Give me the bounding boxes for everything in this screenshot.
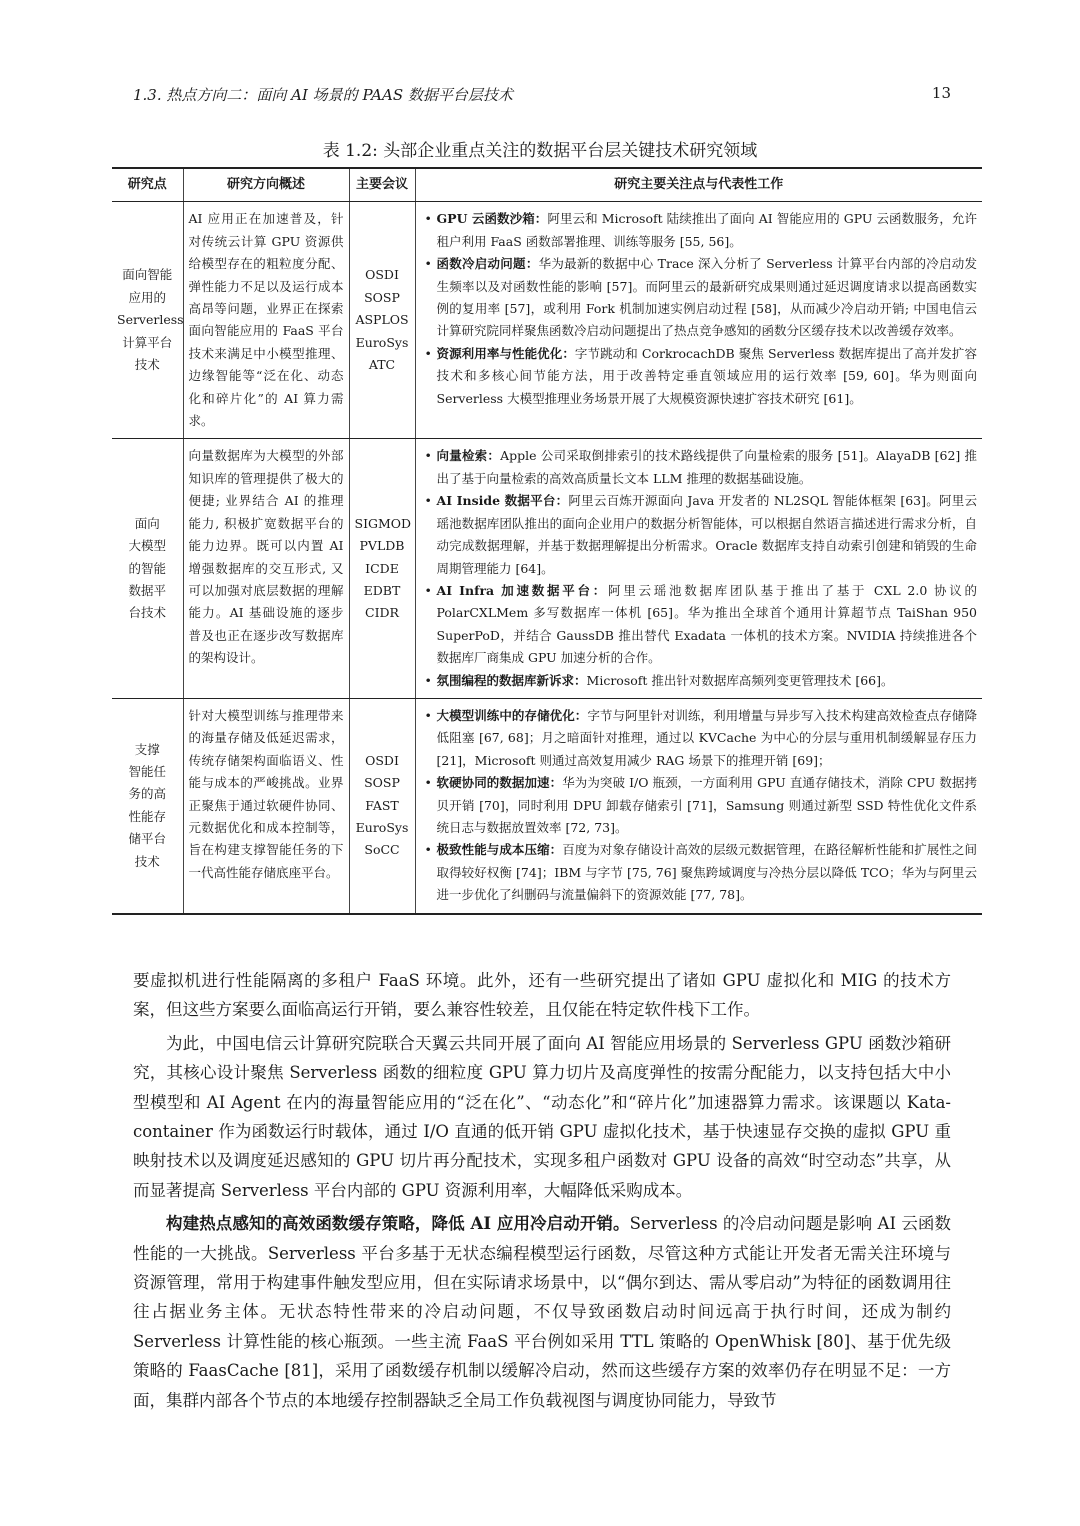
item-label: 向量检索：: [436, 448, 501, 464]
section-title: 1.3. 热点方向二：面向 AI 场景的 PAAS 数据平台层技术: [133, 86, 513, 104]
item-text: Microsoft 推出针对数据库高频列变更管理技术 [66]。: [586, 672, 894, 688]
paragraph-text: Serverless 的冷启动问题是影响 AI 云函数性能的一大挑战。Serverless 平台多基于无状态编程模型运行函数，尽管这种方式能让开发者无需关注环境与资源管理，常用于构建事件触发型应用，但在实际请求场景中，以“偶尔到达、需从零启动”为特征的函数调用往往占据业务主体。无状态特性带来的冷启动问题，不仅导致函数启动时间远高于执行时间，还成为制约 Serverless 计算性能的核心瓶颈。一些主流 FaaS 平台例如采用 TTL 策略的 OpenWhisk [80]、基于优先级策略的 FaasCache [81]，采用了函数缓存机制以缓解冷启动，然而这些缓存方案的效率仍存在明显不足：一方面，集群内部各个节点的本地缓存控制器缺乏全局工作负载视图与调度协同能力，导致节: [133, 1214, 952, 1410]
venues-text: SIGMOD PVLDB ICDE EDBT CIDR: [354, 515, 412, 621]
list-item: [437, 445, 978, 490]
body-text: [133, 966, 951, 1419]
item-label: 大模型训练中的存储优化：: [436, 707, 588, 723]
research-table: [112, 167, 982, 915]
page-number: 13: [931, 84, 951, 102]
topic-cell: [112, 439, 183, 698]
table-row: [112, 202, 982, 439]
table-header-row: [112, 168, 982, 202]
column-header: 主要会议: [349, 168, 415, 202]
list-item: [437, 705, 978, 772]
focus-cell: [415, 698, 982, 913]
focus-cell: [415, 202, 982, 439]
focus-cell: [415, 439, 982, 698]
item-text: 华为为突破 I/O 瓶颈，一方面利用 GPU 直通存储技术，消除 CPU 数据拷贝开销 [70]，同时利用 DPU 卸载存储索引 [71]，Samsung 则通过新型 SSD 特性优化文件系统日志与数据放置效率 [72, 73]。: [436, 775, 977, 835]
list-item: [437, 490, 978, 580]
list-item: [437, 772, 978, 839]
topic-text: 支撑 智能任 务的高 性能存 储平台 技术: [128, 741, 166, 869]
table-caption: 表 1.2: 头部企业重点关注的数据平台层关键技术研究领域: [322, 141, 758, 161]
item-text: 华为最新的数据中心 Trace 深入分析了 Serverless 计算平台内部的冷启动发生频率以及对函数性能的影响 [57]。而阿里云的最新研究成果则通过延迟调度请求以提高函数实例的复用率 [57]，或利用 Fork 机制加速实例启动过程 [58]，从而减少冷启动开销; 中国电信云计算研究院同样聚焦函数冷启动问题提出了热点竞争感知的函数分区缓存技术以改善缓存效率。: [436, 256, 977, 339]
item-text: Apple 公司采取倒排索引的技术路线提供了向量检索的服务 [51]。AlayaDB [62] 推出了基于向量检索的高效高质量长文本 LLM 推理的数据基础设施。: [436, 448, 977, 486]
list-item: [437, 253, 978, 343]
item-text: 阿里云百炼开源面向 Java 开发者的 NL2SQL 智能体框架 [63]。阿里云瑶池数据库团队推出的面向企业用户的数据分析智能体，可以根据自然语言描述进行需求分析，自动完成数据理解，并基于数据理解提出分析需求。Oracle 数据库支持自动索引创建和销毁的生命周期管理能力 [64]。: [436, 493, 977, 576]
paragraph: [133, 1209, 951, 1415]
list-item: [437, 670, 978, 692]
venues-cell: [349, 439, 415, 698]
item-label: AI Inside 数据平台：: [436, 493, 569, 509]
venues-text: OSDI SOSP FAST EuroSys SoCC: [355, 752, 409, 858]
item-text: 阿里云瑶池数据库团队基于推出了基于 CXL 2.0 协议的 PolarCXLMem 多写数据库一体机 [65]。华为推出全球首个通用计算超节点 TaiShan 950 SuperPoD，并结合 GaussDB 推出替代 Exadata 一体机的技术方案。NVIDIA 持续推进各个数据库厂商集成 GPU 加速分析的合作。: [436, 582, 977, 666]
paragraph: 要虚拟机进行性能隔离的多租户 FaaS 环境。此外，还有一些研究提出了诸如 GPU 虚拟化和 MIG 的技术方案，但这些方案要么面临高运行开销，要么兼容性较差，且仅能在特定软件栈下工作。: [133, 971, 951, 1020]
item-label: GPU 云函数沙箱：: [436, 211, 548, 227]
item-label: 氛围编程的数据库新诉求：: [436, 672, 587, 688]
venues-text: OSDI SOSP ASPLOS EuroSys ATC: [355, 267, 409, 373]
item-label: 软硬协同的数据加速：: [436, 775, 563, 791]
item-text: 字节与阿里针对训练，利用增量与异步写入技术构建高效检查点存储降低阻塞 [67, 68]；月之暗面针对推理，通过以 KVCache 为中心的分层与重用机制缓解显存压力 [21]，Microsoft 则通过高效复用减少 RAG 场景下的推理开销 [69]；: [436, 707, 977, 768]
list-item: [437, 343, 978, 410]
overview-cell: 针对大模型训练与推理带来的海量存储及低延迟需求，传统存储架构面临语义、性能与成本的严峻挑战。业界正聚焦于通过软硬件协同、元数据优化和成本控制等，旨在构建支撑智能任务的下一代高性能存储底座平台。: [183, 698, 349, 913]
venues-cell: [349, 202, 415, 439]
list-item: [437, 839, 978, 906]
item-text: 百度为对象存储设计高效的层级元数据管理，在路径解析性能和扩展性之间取得较好权衡 [74]；IBM 与字节 [75, 76] 聚焦跨域调度与冷热分层以降低 TCO；华为与阿里云进一步优化了纠删码与流量偏斜下的资源效能 [77, 78]。: [436, 842, 977, 903]
running-header: [133, 84, 951, 105]
topic-text: 面向智能 应用的 Serverless 计算平台 技术: [117, 267, 184, 373]
topic-text: 面向 大模型 的智能 数据平 台技术: [128, 515, 166, 621]
column-header: 研究主要关注点与代表性工作: [415, 168, 982, 202]
item-label: 资源利用率与性能优化：: [436, 345, 575, 361]
paragraph-lead: 构建热点感知的高效函数缓存策略，降低 AI 应用冷启动开销。: [166, 1214, 630, 1234]
venues-cell: [349, 698, 415, 913]
table-row: [112, 698, 982, 913]
paragraph: 为此，中国电信云计算研究院联合天翼云共同开展了面向 AI 智能应用场景的 Serverless GPU 函数沙箱研究，其核心设计聚焦 Serverless 函数的细粒度 GPU 算力切片及高度弹性的按需分配能力，以支持包括大中小型模型和 AI Agent 在内的海量智能应用的“泛在化”、“动态化”和“碎片化”加速器算力需求。该课题以 Kata-container 作为函数运行时载体，通过 I/O 直通的低开销 GPU 虚拟化技术，基于快速显存交换的虚拟 GPU 重映射技术以及调度延迟感知的 GPU 切片再分配技术，实现多租户函数对 GPU 设备的高效“时空动态”共享，从而显著提高 Serverless 平台内部的 GPU 资源利用率，大幅降低采购成本。: [133, 1033, 951, 1200]
list-item: [437, 208, 978, 253]
column-header: 研究点: [112, 168, 183, 202]
item-text: 阿里云和 Microsoft 陆续推出了面向 AI 智能应用的 GPU 云函数服务，允许租户利用 FaaS 函数部署推理、训练等服务 [55, 56]。: [436, 211, 978, 249]
item-label: 极致性能与成本压缩：: [436, 842, 563, 858]
topic-cell: [112, 202, 183, 439]
overview-cell: AI 应用正在加速普及，针对传统云计算 GPU 资源供给模型存在的粗粒度分配、弹性能力不足以及运行成本高昂等问题，业界正在探索面向智能应用的 FaaS 平台技术来满足中小模型推理、边缘智能等“泛在化、动态化和碎片化”的 AI 算力需求。: [183, 202, 349, 439]
table-row: [112, 439, 982, 698]
overview-cell: 向量数据库为大模型的外部知识库的管理提供了极大的便捷; 业界结合 AI 的推理能力, 积极扩宽数据平台的能力边界。既可以内置 AI 增强数据库的交互形式, 又可以加强对底层数据的理解能力。AI 基础设施的逐步普及也正在逐步改写数据库的架构设计。: [183, 439, 349, 698]
item-text: 字节跳动和 CorkrocachDB 聚焦 Serverless 数据库提出了高并发扩容技术和多核心间节能方法，用于改善特定垂直领域应用的运行效率 [59, 60]。华为则面向 Serverless 大模型推理业务场景开展了大规模资源快速扩容技术研究 [61]。: [436, 345, 977, 406]
item-label: 函数冷启动问题：: [436, 256, 539, 272]
column-header: 研究方向概述: [183, 168, 349, 202]
topic-cell: [112, 698, 183, 913]
list-item: [437, 580, 978, 670]
item-label: AI Infra 加速数据平台：: [436, 582, 608, 598]
